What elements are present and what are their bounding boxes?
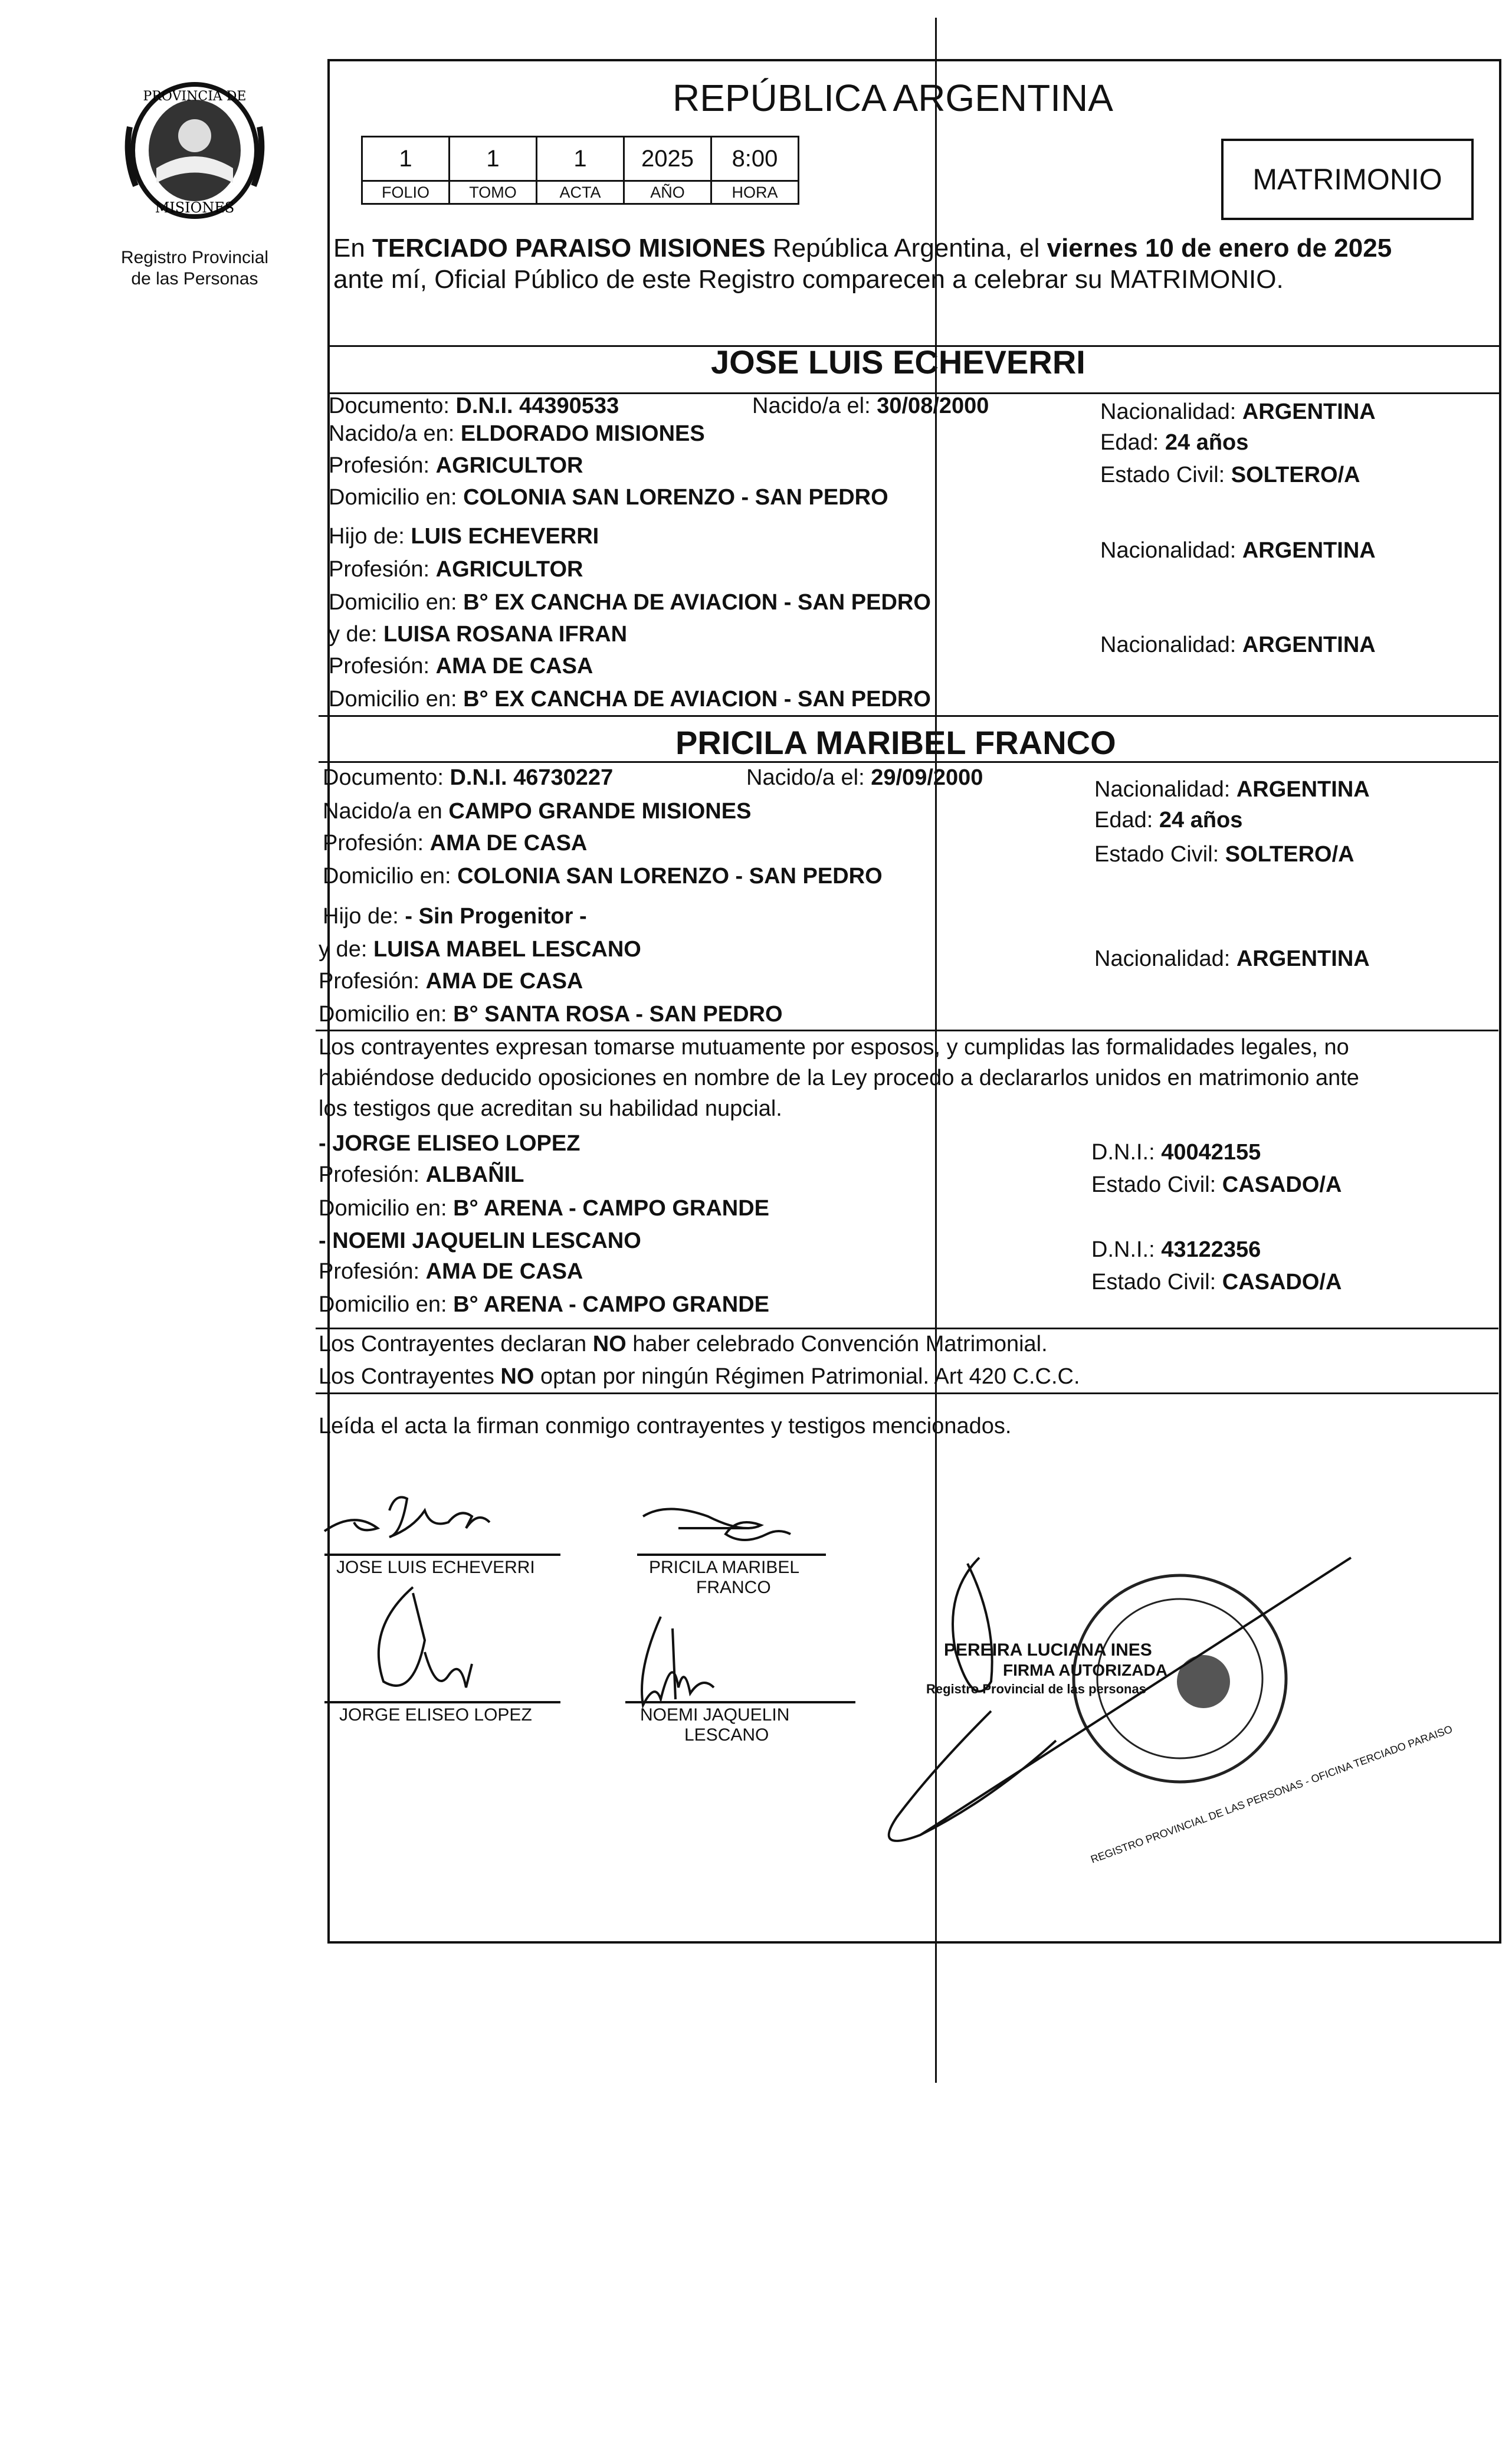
stamp-office: Registro Provincial de las personas xyxy=(926,1682,1146,1696)
tomo-value: 1 xyxy=(450,137,537,181)
party1-document: Documento: D.N.I. 44390533 xyxy=(329,394,619,418)
declaration-line-1: Los contrayentes expresan tomarse mutuamente por esposos, y cumplidas las formalidades legales, no xyxy=(319,1035,1349,1060)
witness2-dni: D.N.I.: 43122356 xyxy=(1091,1237,1261,1262)
party2-nationality: Nacionalidad: ARGENTINA xyxy=(1094,777,1370,802)
hora-value: 8:00 xyxy=(711,137,799,181)
witness1-profession: Profesión: ALBAÑIL xyxy=(319,1162,524,1187)
acta-label: ACTA xyxy=(537,181,624,204)
document-title: REPÚBLICA ARGENTINA xyxy=(673,77,1113,119)
folio-label: FOLIO xyxy=(362,181,450,204)
party2-mother-profession: Profesión: AMA DE CASA xyxy=(319,969,583,994)
party1-father-address: Domicilio en: B° EX CANCHA DE AVIACION - SAN PEDRO xyxy=(329,590,931,615)
logo-caption-1: Registro Provincial xyxy=(120,248,269,267)
declaration-line-3: los testigos que acreditan su habilidad nupcial. xyxy=(319,1096,782,1121)
party2-civil-status: Estado Civil: SOLTERO/A xyxy=(1094,842,1354,867)
act-type-box: MATRIMONIO xyxy=(1221,139,1474,220)
party1-mother-nationality: Nacionalidad: ARGENTINA xyxy=(1100,633,1376,657)
party2-age: Edad: 24 años xyxy=(1094,808,1243,833)
party1-nationality: Nacionalidad: ARGENTINA xyxy=(1100,399,1376,424)
party1-name: JOSE LUIS ECHEVERRI xyxy=(711,343,1085,381)
party1-birthplace: Nacido/a en: ELDORADO MISIONES xyxy=(329,421,705,446)
party1-father-profession: Profesión: AGRICULTOR xyxy=(329,557,583,582)
svg-text:MISIONES: MISIONES xyxy=(155,199,235,216)
party1-profession: Profesión: AGRICULTOR xyxy=(329,453,583,478)
logo-caption-2: de las Personas xyxy=(131,269,258,289)
folio-value: 1 xyxy=(362,137,450,181)
party1-address: Domicilio en: COLONIA SAN LORENZO - SAN PEDRO xyxy=(329,485,888,510)
party1-father: Hijo de: LUIS ECHEVERRI xyxy=(329,524,599,549)
party2-name: PRICILA MARIBEL FRANCO xyxy=(675,724,1116,761)
hora-label: HORA xyxy=(711,181,799,204)
party1-mother-profession: Profesión: AMA DE CASA xyxy=(329,654,593,679)
acta-value: 1 xyxy=(537,137,624,181)
party2-mother-nationality: Nacionalidad: ARGENTINA xyxy=(1094,946,1370,971)
intro-line-1: En TERCIADO PARAISO MISIONES República Argentina, el viernes 10 de enero de 2025 xyxy=(333,234,1392,263)
stamp-role: FIRMA AUTORIZADA xyxy=(1003,1661,1167,1679)
closing-statement: Leída el acta la firman conmigo contrayentes y testigos mencionados. xyxy=(319,1414,1012,1438)
signature-caption-2b: FRANCO xyxy=(696,1578,771,1597)
witness2-profession: Profesión: AMA DE CASA xyxy=(319,1259,583,1284)
party2-father: Hijo de: - Sin Progenitor - xyxy=(323,904,587,929)
signature-scribble xyxy=(379,1587,472,1687)
party1-civil-status: Estado Civil: SOLTERO/A xyxy=(1100,463,1360,487)
signature-caption-3: JORGE ELISEO LOPEZ xyxy=(339,1705,532,1725)
party1-mother: y de: LUISA ROSANA IFRAN xyxy=(329,622,628,647)
signature-caption-1: JOSE LUIS ECHEVERRI xyxy=(336,1558,535,1577)
witness2-address: Domicilio en: B° ARENA - CAMPO GRANDE xyxy=(319,1292,770,1317)
official-stamp-seal xyxy=(1177,1655,1230,1708)
witness1-dni: D.N.I.: 40042155 xyxy=(1091,1140,1261,1165)
party2-address: Domicilio en: COLONIA SAN LORENZO - SAN PEDRO xyxy=(323,864,883,889)
party2-profession: Profesión: AMA DE CASA xyxy=(323,831,588,856)
witness2-civil-status: Estado Civil: CASADO/A xyxy=(1091,1270,1342,1295)
stamp-ring-text: REGISTRO PROVINCIAL DE LAS PERSONAS - OFICINA TERCIADO PARAISO xyxy=(1089,1723,1454,1866)
party1-mother-address: Domicilio en: B° EX CANCHA DE AVIACION - SAN PEDRO xyxy=(329,687,931,712)
witness1-address: Domicilio en: B° ARENA - CAMPO GRANDE xyxy=(319,1196,770,1221)
anio-value: 2025 xyxy=(624,137,711,181)
signature-caption-2a: PRICILA MARIBEL xyxy=(649,1558,800,1577)
party2-mother-address: Domicilio en: B° SANTA ROSA - SAN PEDRO xyxy=(319,1002,783,1027)
intro-line-2: ante mí, Oficial Público de este Registro comparecen a celebrar su MATRIMONIO. xyxy=(333,265,1284,294)
stamp-name: PEREIRA LUCIANA INES xyxy=(944,1640,1152,1660)
signature-scribble xyxy=(642,1617,714,1705)
witness1-civil-status: Estado Civil: CASADO/A xyxy=(1091,1172,1342,1197)
signature-scribble xyxy=(889,1558,1351,1841)
signature-scribble xyxy=(324,1497,490,1538)
witness2-name: - NOEMI JAQUELIN LESCANO xyxy=(319,1228,641,1253)
witness1-name: - JORGE ELISEO LOPEZ xyxy=(319,1131,580,1156)
regime-line-1: Los Contrayentes declaran NO haber celebrado Convención Matrimonial. xyxy=(319,1332,1048,1356)
signature-caption-4a: NOEMI JAQUELIN xyxy=(640,1705,790,1725)
regime-line-2: Los Contrayentes NO optan por ningún Régimen Patrimonial. Art 420 C.C.C. xyxy=(319,1364,1080,1389)
signature-caption-4b: LESCANO xyxy=(684,1725,769,1745)
party2-birthplace: Nacido/a en CAMPO GRANDE MISIONES xyxy=(323,799,752,824)
tomo-label: TOMO xyxy=(450,181,537,204)
party1-age: Edad: 24 años xyxy=(1100,430,1249,455)
party2-birthdate: Nacido/a el: 29/09/2000 xyxy=(746,765,983,790)
party1-birthdate: Nacido/a el: 30/08/2000 xyxy=(752,394,989,418)
anio-label: AÑO xyxy=(624,181,711,204)
party2-mother: y de: LUISA MABEL LESCANO xyxy=(319,937,641,962)
svg-text:PROVINCIA DE: PROVINCIA DE xyxy=(143,89,247,104)
party2-document: Documento: D.N.I. 46730227 xyxy=(323,765,614,790)
party1-father-nationality: Nacionalidad: ARGENTINA xyxy=(1100,538,1376,563)
declaration-line-2: habiéndose deducido oposiciones en nombre de la Ley procedo a declararlos unidos en matrimonio ante xyxy=(319,1066,1359,1090)
signature-scribble xyxy=(643,1509,791,1541)
